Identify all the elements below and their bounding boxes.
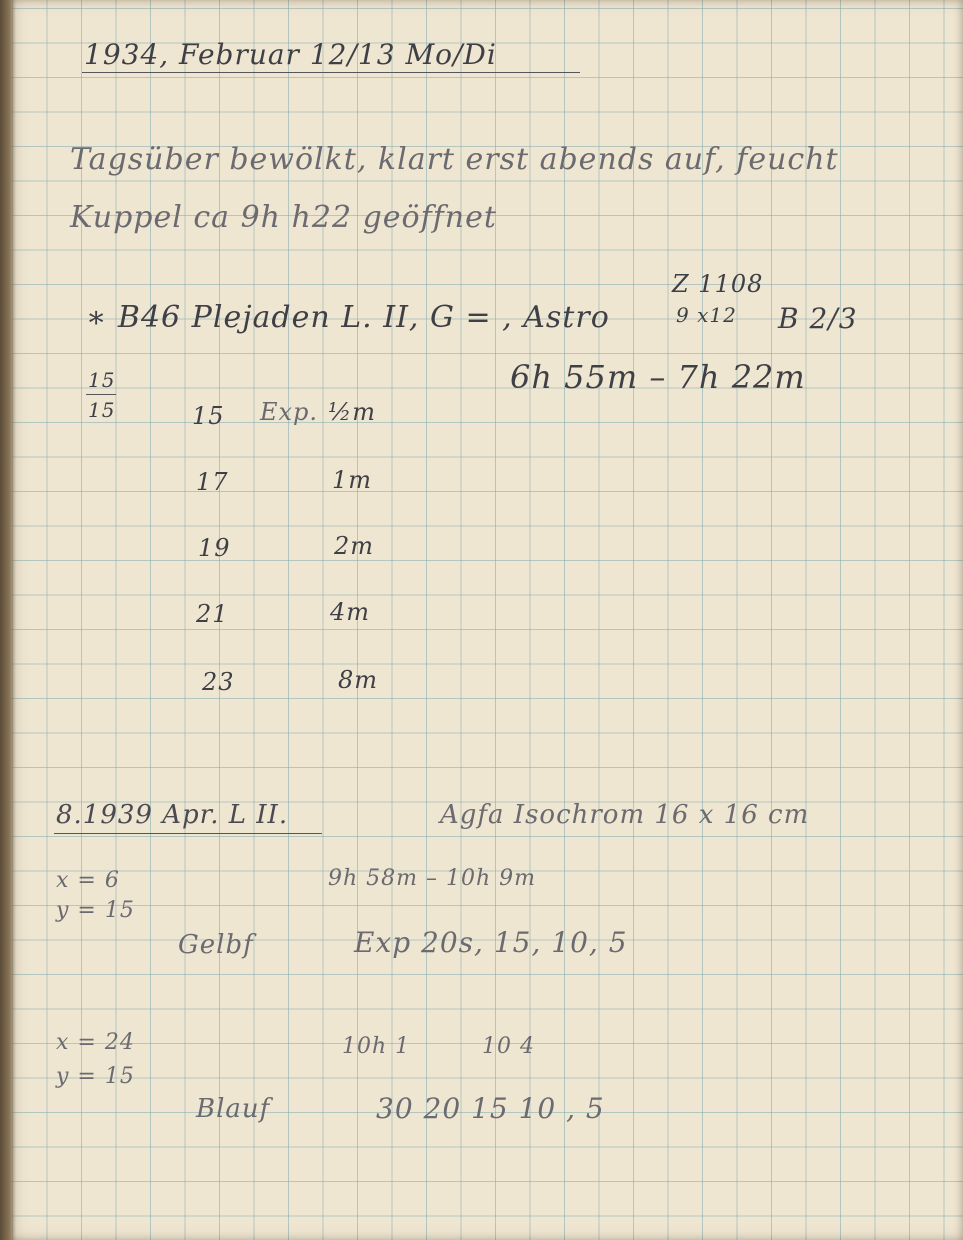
- exposure-number: 21: [196, 600, 229, 628]
- exposure-time: 2m: [334, 532, 375, 560]
- exposure-number: 19: [198, 534, 231, 562]
- entry2-time2-start: 10h 1: [342, 1034, 411, 1059]
- entry2-heading-left: 8.1939 Apr. L II.: [56, 800, 289, 830]
- exposure-time: 1m: [332, 466, 373, 494]
- exposure-time: ½m: [328, 398, 377, 426]
- entry1-object-line: ∗ B46 Plejaden L. II, G = , Astro: [86, 300, 610, 335]
- exposure-number: 17: [196, 468, 229, 496]
- exposure-number: 23: [202, 668, 235, 696]
- exposure-label: Exp.: [260, 398, 319, 426]
- entry1-fraction-bar: [86, 394, 116, 395]
- entry1-plate-size: 9 x12: [676, 303, 737, 327]
- page-binding: [0, 0, 16, 1240]
- exposure-time: 8m: [338, 666, 379, 694]
- entry1-dome-line: Kuppel ca 9h h22 geöffnet: [70, 200, 497, 235]
- entry2-film: Agfa Isochrom 16 x 16 cm: [440, 800, 810, 830]
- entry1-plate-number: Z 1108: [672, 270, 764, 298]
- entry1-fraction-numerator: 15: [88, 368, 116, 392]
- entry1-fraction-denominator: 15: [88, 398, 116, 422]
- entry1-heading: 1934, Februar 12/13 Mo/Di: [84, 38, 497, 71]
- exposure-time: 4m: [330, 598, 371, 626]
- exposure-number: 15: [192, 402, 225, 430]
- entry1-weather-line: Tagsüber bewölkt, klart erst abends auf, feucht: [70, 142, 839, 177]
- entry2-x1: x = 6: [56, 868, 120, 893]
- entry2-y1: y = 15: [56, 898, 135, 923]
- entry1-brightness: B 2/3: [778, 302, 858, 335]
- entry2-x2: x = 24: [56, 1030, 135, 1055]
- entry2-time2-end: 10 4: [482, 1034, 535, 1059]
- entry2-y2: y = 15: [56, 1064, 135, 1089]
- entry2-filter-yellow: Gelbf: [178, 930, 254, 960]
- entry2-filter-blue: Blauf: [196, 1094, 271, 1124]
- entry2-time1: 9h 58m – 10h 9m: [328, 866, 537, 891]
- entry2-exposures1: Exp 20s, 15, 10, 5: [354, 926, 628, 959]
- entry1-time-range: 6h 55m – 7h 22m: [510, 358, 806, 396]
- entry1-heading-rule: [82, 72, 580, 73]
- entry2-heading-rule: [54, 833, 322, 834]
- entry2-exposures2: 30 20 15 10 , 5: [376, 1092, 605, 1125]
